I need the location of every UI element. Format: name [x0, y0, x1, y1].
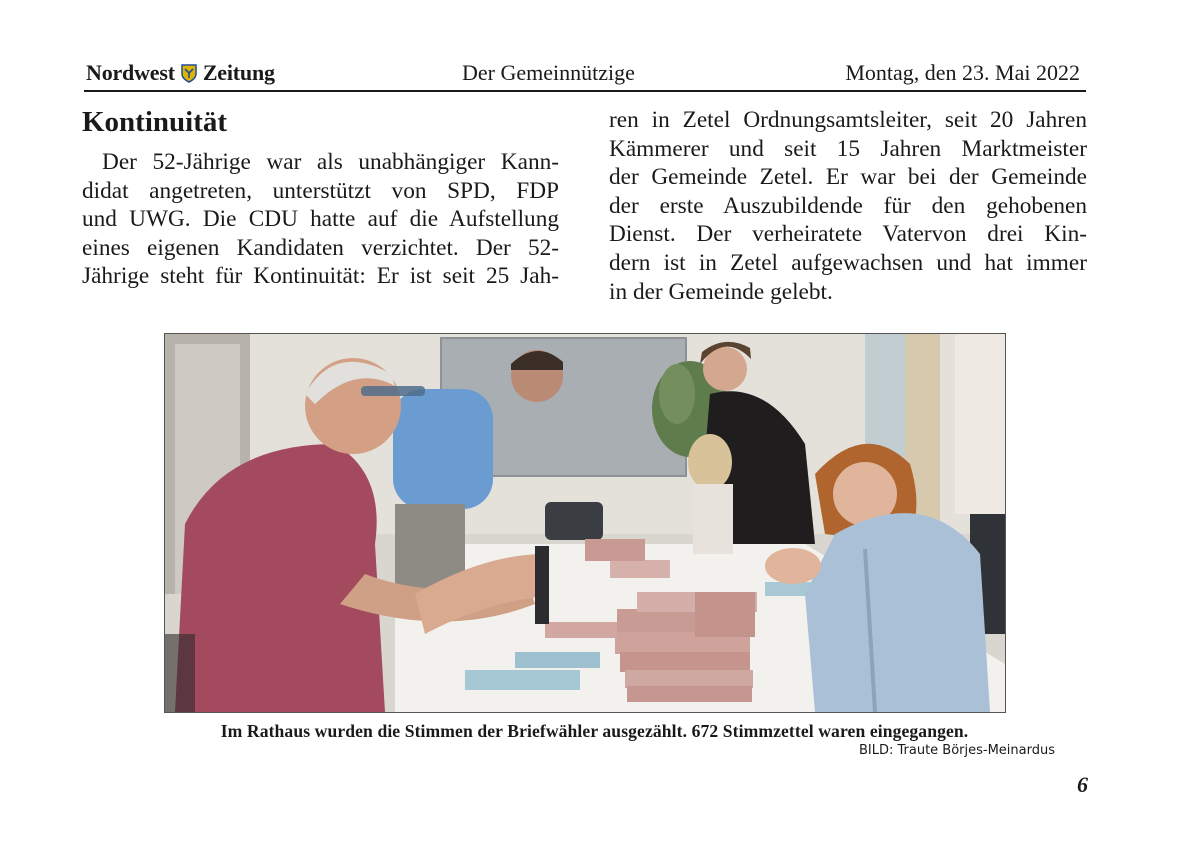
masthead: [86, 60, 275, 86]
newspaper-header: [84, 56, 1086, 92]
text-line: dern ist in Zetel aufgewachsen und hat immer: [609, 249, 1087, 276]
article-column-2: [609, 106, 1087, 306]
text-line: ren in Zetel Ordnungsamtsleiter, seit 20 Jahren: [609, 107, 1087, 133]
ballot-counting-photo: [165, 334, 1005, 712]
text-line: der Gemeinde Zetel. Er war bei der Gemeinde: [609, 164, 1087, 191]
news-photo: [164, 333, 1006, 713]
text-line: Dienst. Der verheiratete Vatervon drei Kin-: [609, 221, 1087, 248]
text-line: Jährige steht für Kontinuität: Er ist seit 25 Jah-: [82, 263, 559, 290]
page-number: 6: [1077, 772, 1088, 797]
masthead-right: Zeitung: [202, 60, 275, 85]
text-line: didat angetreten, unterstützt von SPD, FDP: [82, 177, 559, 204]
crest-icon: [181, 64, 197, 83]
text-line: Kämmerer und seit 15 Jahren Marktmeister: [609, 135, 1087, 162]
issue-date: Montag, den 23. Mai 2022: [845, 60, 1080, 85]
text-line: eines eigenen Kandidaten verzichtet. Der 52-: [82, 234, 559, 261]
article-column-1: [82, 148, 559, 291]
masthead-left: Nordwest: [86, 60, 175, 85]
photo-credit: BILD: Traute Börjes-Meinardus: [858, 743, 1055, 758]
text-line: Der 52-Jährige war als unabhängiger Kann-: [102, 149, 559, 175]
article-headline: Kontinuität: [82, 106, 228, 138]
section-title: Der Gemeinnützige: [462, 60, 635, 85]
text-line: und UWG. Die CDU hatte auf die Aufstellung: [82, 206, 559, 233]
text-line: der erste Auszubildende für den gehobenen: [609, 192, 1087, 219]
photo-caption: Im Rathaus wurden die Stimmen der Briefwähler ausgezählt. 672 Stimmzettel waren eingegangen.: [220, 721, 969, 741]
text-line: in der Gemeinde gelebt.: [609, 278, 833, 305]
